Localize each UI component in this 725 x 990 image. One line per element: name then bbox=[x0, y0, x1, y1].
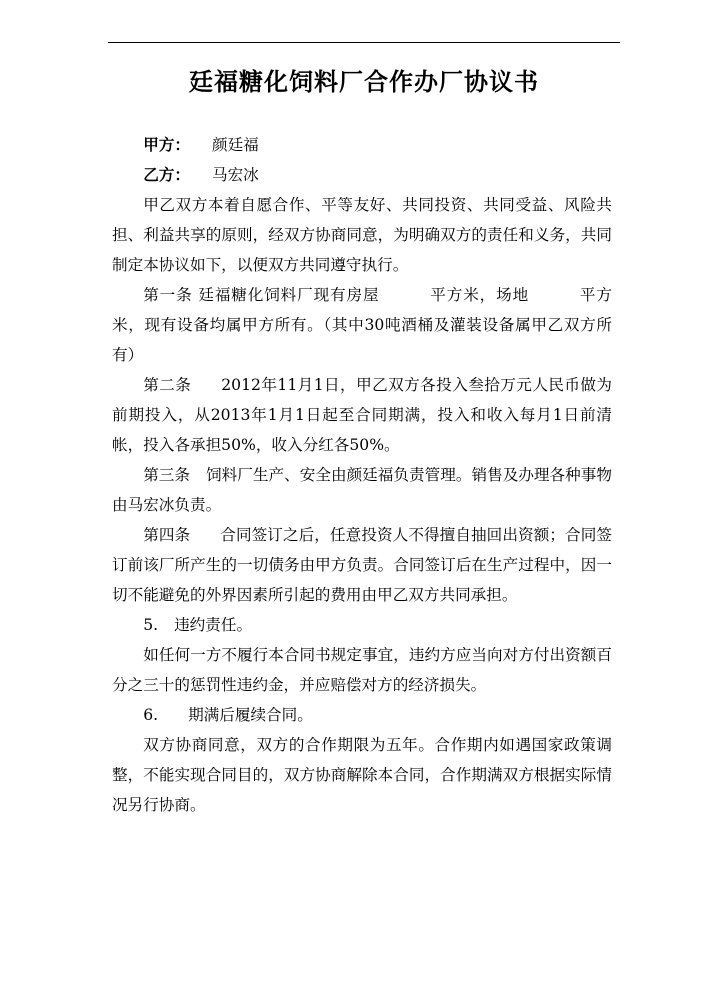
section-5-text: 如任何一方不履行本合同书规定事宜，违约方应当向对方付出资额百分之三十的惩罚性违约金，并应赔偿对方的经济损失。 bbox=[112, 646, 612, 694]
article-1-label: 第一条 bbox=[143, 286, 193, 304]
article-4-text: 合同签订之后，任意投资人不得擅自抽回出资额；合同签订前该厂所产生的一切债务由甲方负责。合同签订后在生产过程中，因一切不能避免的外界因素所引起的费用由甲乙双方共同承担。 bbox=[112, 526, 612, 604]
article-2-text: 2012年11月1日，甲乙双方各投入叁拾万元人民币做为前期投入，从2013年1月1日起至合同期满，投入和收入每月1日前清帐，投入各承担50%，收入分红各50%。 bbox=[112, 376, 612, 454]
article-3-text: 饲料厂生产、安全由颜廷福负责管理。销售及办理各种事物由马宏冰负责。 bbox=[112, 466, 612, 514]
section-5-number: 5. bbox=[143, 616, 159, 634]
party-a-label: 甲方： bbox=[143, 135, 190, 154]
section-6-heading bbox=[112, 700, 612, 730]
article-3 bbox=[112, 460, 612, 520]
article-1-part3: 平方米，现有设备均属甲方所有。（其中30吨酒桶及灌装设备属甲乙双方所有） bbox=[112, 286, 612, 364]
party-b-line bbox=[112, 160, 612, 190]
article-1-part1: 廷福糖化饲料厂现有房屋 bbox=[198, 286, 380, 304]
document-title: 廷福糖化饲料厂合作办厂协议书 bbox=[189, 67, 539, 96]
header-rule bbox=[108, 42, 620, 43]
section-5-heading bbox=[112, 610, 612, 640]
article-2 bbox=[112, 370, 612, 460]
document-body bbox=[112, 130, 612, 820]
intro-paragraph: 甲乙双方本着自愿合作、平等友好、共同投资、共同受益、风险共担、利益共享的原则，经双方协商同意，为明确双方的责任和义务，共同制定本协议如下，以便双方共同遵守执行。 bbox=[112, 196, 612, 274]
article-1 bbox=[112, 280, 612, 370]
party-b-name: 马宏冰 bbox=[211, 166, 259, 184]
party-b-label: 乙方： bbox=[143, 165, 190, 184]
article-4-label: 第四条 bbox=[143, 526, 191, 544]
article-3-label: 第三条 bbox=[143, 466, 191, 484]
article-2-label: 第二条 bbox=[143, 376, 192, 394]
party-a-line bbox=[112, 130, 612, 160]
article-4 bbox=[112, 520, 612, 610]
section-6-text: 双方协商同意，双方的合作期限为五年。合作期内如遇国家政策调整，不能实现合同目的，双方协商解除本合同，合作期满双方根据实际情况另行协商。 bbox=[112, 736, 612, 814]
section-6-number: 6. bbox=[143, 706, 159, 724]
party-a-name: 颜廷福 bbox=[211, 136, 259, 154]
article-1-part2: 平方米，场地 bbox=[429, 286, 530, 304]
section-5-title: 违约责任。 bbox=[174, 616, 253, 634]
section-6-title: 期满后履续合同。 bbox=[188, 706, 313, 724]
